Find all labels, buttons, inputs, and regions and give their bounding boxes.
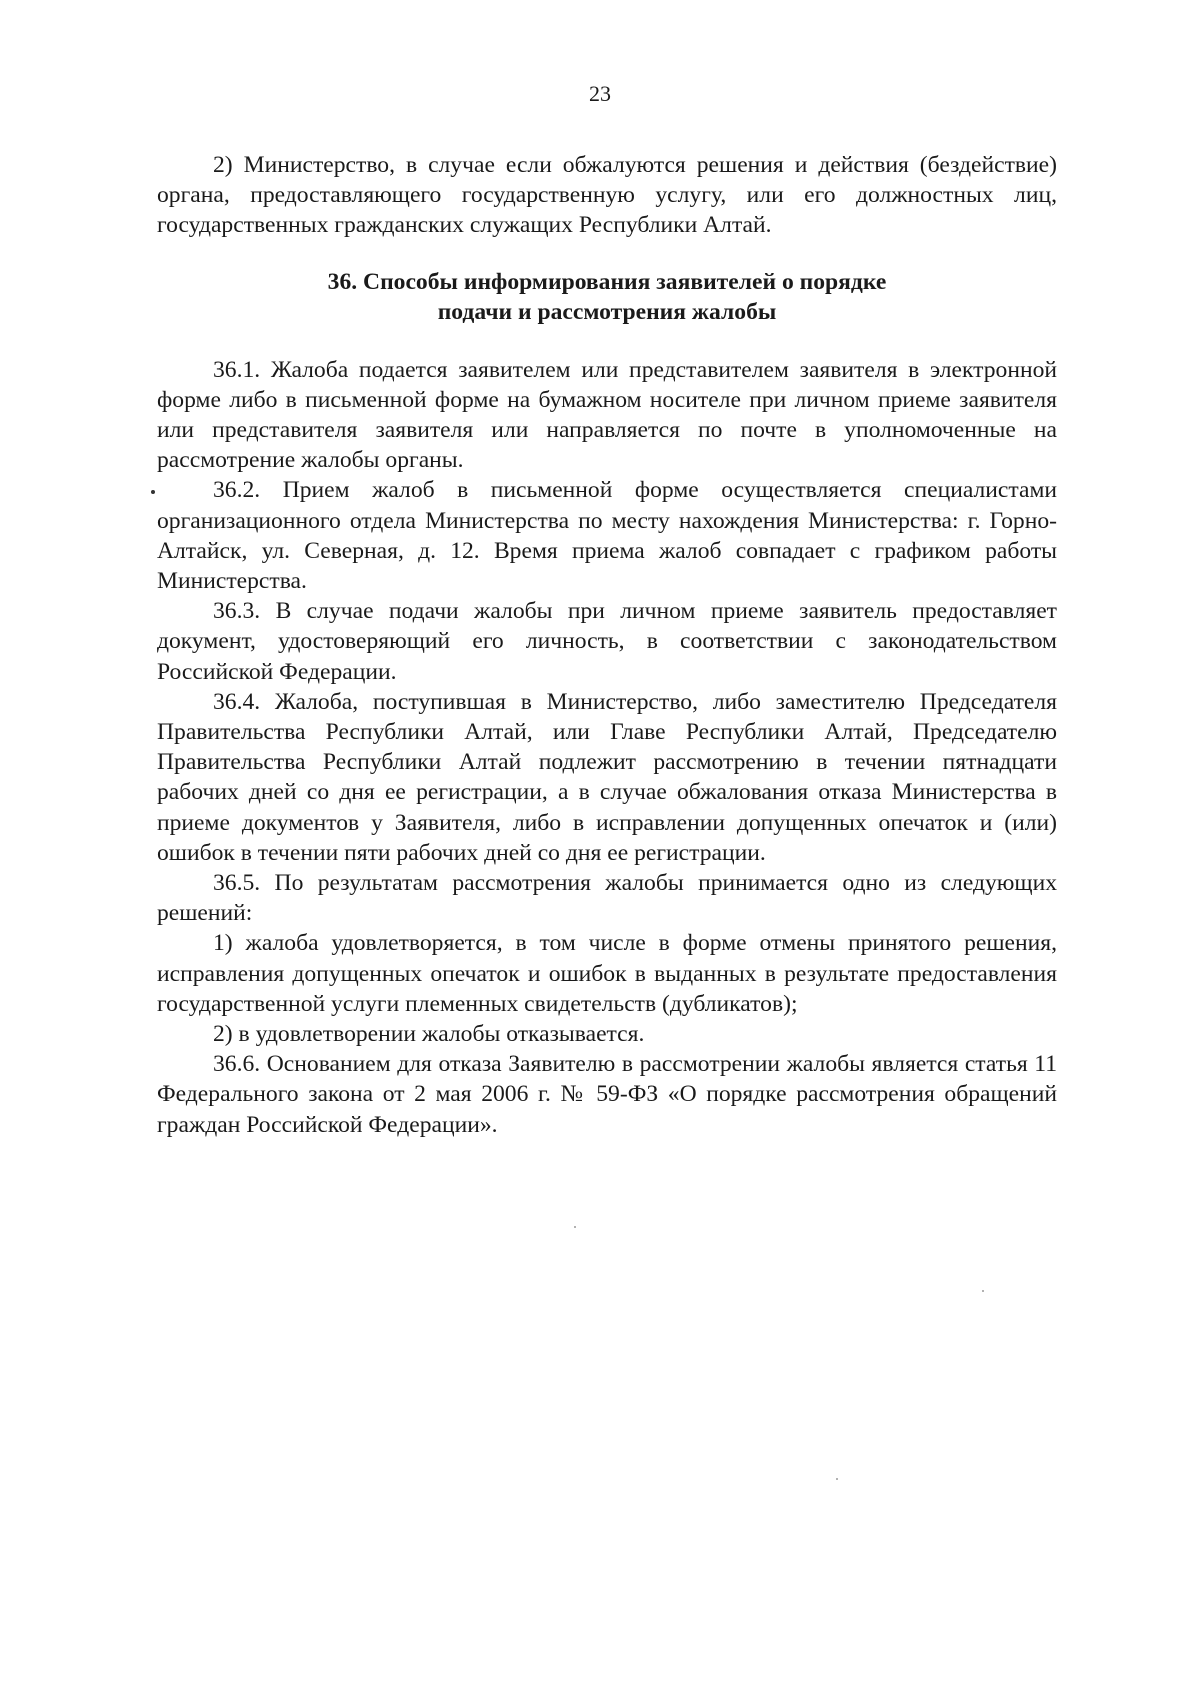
document-body xyxy=(157,150,1057,1140)
scan-speck xyxy=(151,490,155,494)
scan-speck xyxy=(574,1226,576,1228)
section-heading-line-1: 36. Способы информирования заявителей о порядке xyxy=(327,268,887,295)
paragraph-36-4: 36.4. Жалоба, поступившая в Министерство, либо заместителю Председателя Правительства Республики Алтай, или Главе Республики Алтай, Председателю Правительства Республики Алтай подлежит рассмотрению в течении пятнадцати рабочих дней со дня ее регистрации, а в случае обжалования отказа Министерства в приеме документов у Заявителя, либо в исправлении допущенных опечаток и (или) ошибок в течении пяти рабочих дней со дня ее регистрации. xyxy=(157,688,1057,866)
paragraph-36-5-item-2: 2) в удовлетворении жалобы отказывается. xyxy=(213,1021,645,1048)
paragraph-36-1: 36.1. Жалоба подается заявителем или представителем заявителя в электронной форме либо в письменной форме на бумажном носителе при личном приеме заявителя или представителя заявителя или направляется по почте в уполномоченные на рассмотрение жалобы органы. xyxy=(157,356,1057,474)
section-heading-line-2: подачи и рассмотрения жалобы xyxy=(437,298,777,325)
paragraph-36-2: 36.2. Прием жалоб в письменной форме осуществляется специалистами организационного отдела Министерства по месту нахождения Министерства: г. Горно-Алтайск, ул. Северная, д. 12. Время приема жалоб совпадает с графиком работы Министерства. xyxy=(157,477,1057,595)
paragraph-36-6: 36.6. Основанием для отказа Заявителю в рассмотрении жалобы является статья 11 Федерального закона от 2 мая 2006 г. № 59-ФЗ «О порядке рассмотрения обращений граждан Российской Федерации». xyxy=(157,1051,1057,1138)
scan-speck xyxy=(982,1290,984,1292)
paragraph-36-5-item-1: 1) жалоба удовлетворяется, в том числе в форме отмены принятого решения, исправления допущенных опечаток и ошибок в выданных в результате предоставления государственной услуги племенных свидетельств (дубликатов); xyxy=(157,930,1057,1017)
section-heading xyxy=(157,267,1057,327)
page-number: 23 xyxy=(589,81,611,106)
intro-paragraph: 2) Министерство, в случае если обжалуются решения и действия (бездействие) органа, предоставляющего государственную услугу, или его должностных лиц, государственных гражданских служащих Республики Алтай. xyxy=(157,152,1057,239)
scan-speck xyxy=(836,1478,838,1480)
paragraph-36-3: 36.3. В случае подачи жалобы при личном приеме заявитель предоставляет документ, удостоверяющий его личность, в соответствии с законодательством Российской Федерации. xyxy=(157,598,1057,685)
paragraph-36-5: 36.5. По результатам рассмотрения жалобы принимается одно из следующих решений: xyxy=(157,870,1057,927)
